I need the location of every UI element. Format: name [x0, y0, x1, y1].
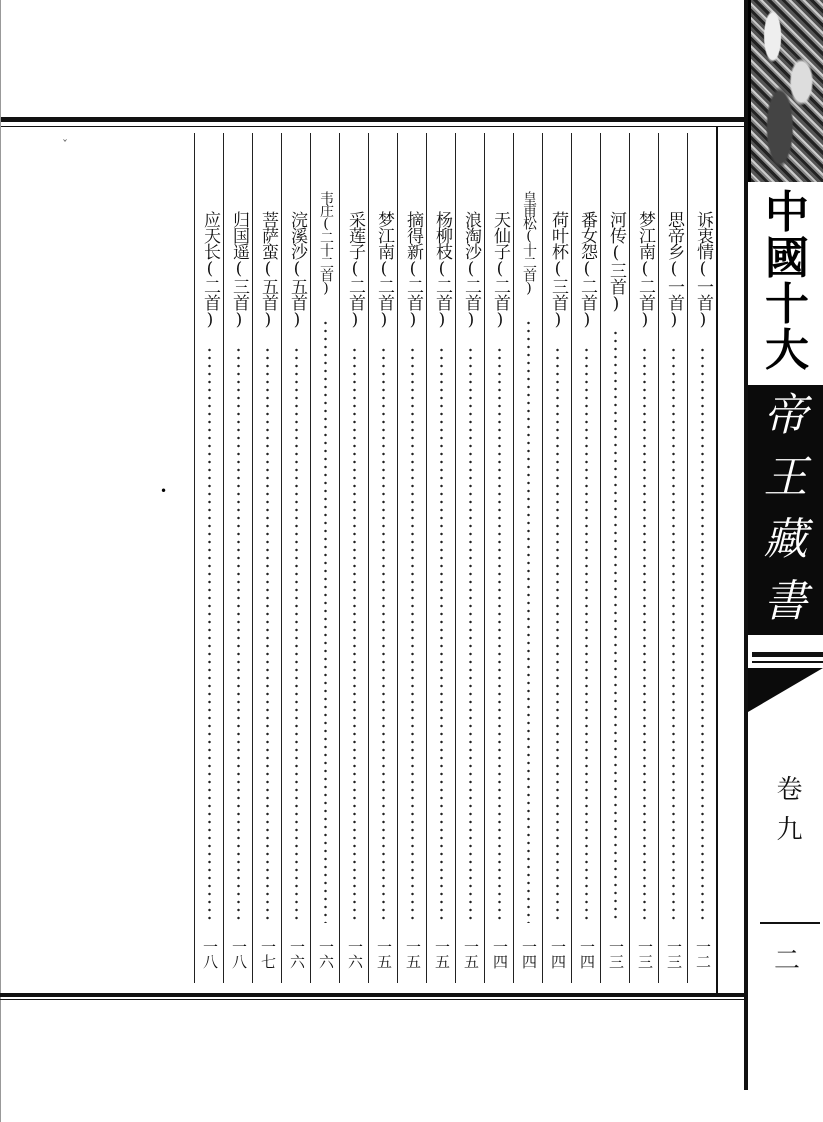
dot-leader — [469, 346, 472, 923]
toc-entry-title: 菩萨蛮(五首) — [258, 211, 278, 329]
toc-entry-page: 一五 — [462, 939, 480, 969]
toc-entry-title: 浪淘沙(二首) — [461, 211, 481, 329]
toc-entry-title: 杨柳枝(二首) — [432, 211, 452, 329]
volume-label: 卷九 — [772, 775, 802, 855]
toc-entry — [600, 133, 629, 983]
toc-entry-title: 梦江南(二首) — [374, 211, 394, 329]
toc-entry-title: 韦庄(二十二首) — [318, 191, 334, 295]
toc-entry-title: 番女怨(二首) — [577, 211, 597, 329]
toc-entry-title: 梦江南(二首) — [635, 211, 655, 329]
sidebar-triangle — [748, 668, 823, 712]
toc-entry-page: 一六 — [317, 939, 335, 969]
toc-entry-page: 一四 — [491, 939, 509, 969]
toc-entry-page: 一四 — [549, 939, 567, 969]
toc-entry-page: 一六 — [288, 939, 306, 969]
toc-entry-title: 诉衷情(一首) — [693, 211, 713, 329]
series-title-char: 大 — [765, 326, 809, 375]
dot-leader — [208, 346, 211, 923]
toc-entry-page: 一八 — [230, 939, 248, 969]
toc-entry — [658, 133, 687, 983]
dot-leader — [585, 346, 588, 923]
toc-entry-page: 一四 — [578, 939, 596, 969]
toc-entry-title: 归国遥(三首) — [229, 211, 249, 329]
toc-entry — [397, 133, 426, 983]
toc-entry — [252, 133, 281, 983]
decorative-relief-image — [748, 0, 823, 182]
dot-leader — [324, 319, 327, 923]
toc-entry — [571, 133, 600, 983]
toc-entry-title: 河传(三首) — [606, 211, 626, 313]
toc-entry — [513, 133, 542, 983]
toc-entry-title: 摘得新(二首) — [403, 211, 423, 329]
toc-entry-page: 一六 — [346, 939, 364, 969]
toc-entry-title: 思帝乡(一首) — [664, 211, 684, 329]
toc-entry-title: 浣溪沙(五首) — [287, 211, 307, 329]
dot-leader — [295, 346, 298, 923]
page-number: 二 — [773, 946, 800, 976]
toc-entry — [426, 133, 455, 983]
dot-leader — [498, 346, 501, 923]
sidebar-rule-3 — [760, 922, 820, 924]
bottom-rule-thin — [0, 999, 745, 1000]
scan-mark: ˇ — [62, 138, 68, 152]
toc-entry-page: 一五 — [433, 939, 451, 969]
dot-leader — [266, 346, 269, 923]
toc-entry — [368, 133, 397, 983]
top-rule-thin — [0, 126, 745, 127]
top-rule-thick — [0, 117, 745, 122]
dot-leader — [440, 346, 443, 923]
toc-entry — [629, 133, 658, 983]
toc-entry-page: 一三 — [607, 939, 625, 969]
dot-leader — [237, 346, 240, 923]
dot-leader — [353, 346, 356, 923]
dot-leader — [411, 346, 414, 923]
calligraphy-char: 王 — [763, 452, 808, 503]
toc-entry-page: 一三 — [665, 939, 683, 969]
toc-entry-page: 一五 — [404, 939, 422, 969]
series-title — [752, 190, 822, 390]
toc-entry — [194, 133, 223, 983]
toc-entry — [310, 133, 339, 983]
toc-entry-page: 一七 — [259, 939, 277, 969]
sidebar-rule-2 — [752, 661, 823, 663]
toc-entry-title: 采莲子(二首) — [345, 211, 365, 329]
calligraphy-char: 藏 — [763, 514, 808, 565]
series-title-char: 中 — [765, 188, 809, 237]
series-title-char: 國 — [765, 234, 809, 283]
calligraphy-char: 書 — [763, 576, 808, 627]
toc-entry-title: 天仙子(二首) — [490, 211, 510, 329]
toc-entry — [339, 133, 368, 983]
toc-entry — [687, 133, 716, 983]
toc-entry-title: 应天长(二首) — [200, 211, 220, 329]
bottom-rule-thick — [0, 993, 745, 997]
toc-entry-page: 一三 — [636, 939, 654, 969]
dot-leader — [527, 319, 530, 923]
dot-leader — [643, 346, 646, 923]
toc-entry-title: 荷叶杯(三首) — [548, 211, 568, 329]
toc-entry-page: 一四 — [520, 939, 538, 969]
toc-entry-page: 一五 — [375, 939, 393, 969]
sidebar-rule-1 — [752, 652, 823, 657]
dot-leader — [672, 346, 675, 923]
series-title-char: 十 — [765, 280, 809, 329]
calligraphy-char: 帝 — [763, 390, 808, 441]
dot-leader — [382, 346, 385, 923]
toc-entry — [223, 133, 252, 983]
table-of-contents — [193, 133, 716, 983]
dot-leader — [614, 329, 617, 923]
dot-leader — [556, 346, 559, 923]
toc-entry-page: 一二 — [694, 939, 712, 969]
toc-entry — [455, 133, 484, 983]
toc-entry — [542, 133, 571, 983]
dot-leader — [701, 346, 704, 923]
toc-entry — [484, 133, 513, 983]
toc-entry-title: 皇甫松(十二首) — [521, 191, 537, 295]
toc-entry-page: 一八 — [201, 939, 219, 969]
left-margin-line — [0, 0, 1, 1122]
calligraphy-panel — [748, 385, 823, 635]
toc-entry — [281, 133, 310, 983]
scan-dot: • — [160, 484, 168, 498]
